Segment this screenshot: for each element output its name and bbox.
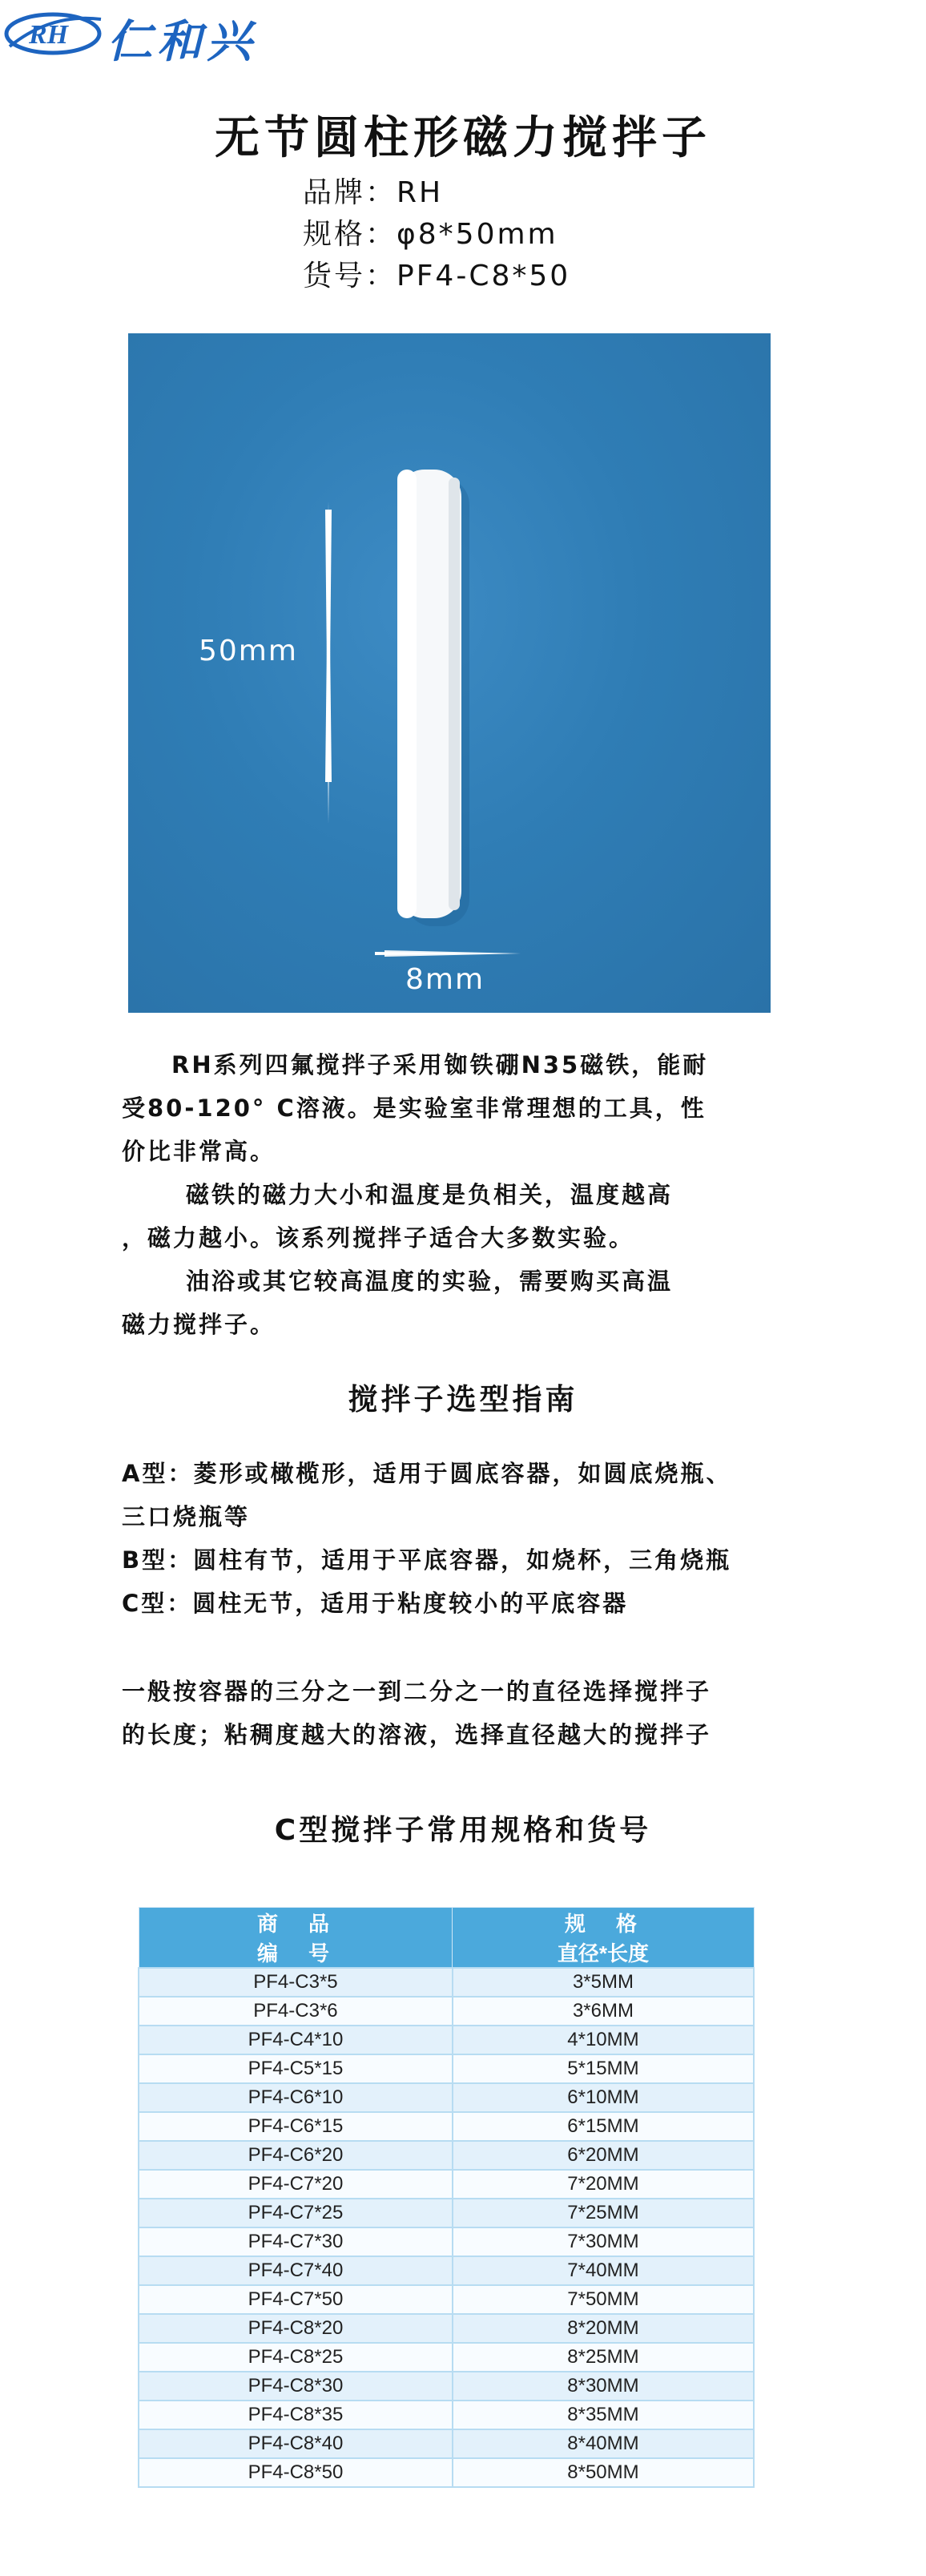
stir-bar-icon — [128, 333, 771, 1013]
table-row — [139, 2285, 754, 2314]
page-title: 无节圆柱形磁力搅拌子 — [215, 112, 711, 164]
guide-tip-line: 一般按容器的三分之一到二分之一的直径选择搅拌子 — [122, 1678, 712, 1705]
table-row — [139, 2458, 754, 2487]
size-cell: 3*5MM — [453, 1968, 754, 1997]
table-row — [139, 2112, 754, 2141]
item-code-cell: PF4-C8*35 — [139, 2401, 453, 2429]
guide-heading: 搅拌子选型指南 — [348, 1382, 578, 1417]
size-cell: 7*40MM — [453, 2256, 754, 2285]
brand-logo — [3, 5, 308, 68]
description-line: 磁力搅拌子。 — [122, 1311, 276, 1338]
logo-text: 仁和兴 — [107, 16, 256, 68]
brand-spec — [303, 170, 443, 211]
size-cell: 5*15MM — [453, 2054, 754, 2083]
size-cell: 7*30MM — [453, 2227, 754, 2256]
item-code-cell: PF4-C8*25 — [139, 2343, 453, 2372]
guide-type-c: C型：圆柱无节，适用于粘度较小的平底容器 — [122, 1590, 629, 1617]
brand-value: RH — [397, 176, 444, 209]
size-cell: 8*40MM — [453, 2429, 754, 2458]
table-row — [139, 2372, 754, 2401]
guide-tip-line: 的长度；粘稠度越大的溶液，选择直径越大的搅拌子 — [122, 1721, 712, 1748]
size-label: 规格： — [303, 218, 397, 251]
description-line: RH系列四氟搅拌子采用铷铁硼N35磁铁，能耐 — [171, 1051, 709, 1078]
product-photo — [128, 333, 771, 1013]
item-code-cell: PF4-C7*50 — [139, 2285, 453, 2314]
table-row — [139, 2314, 754, 2343]
column-header-code-line1: 商 品 — [256, 1912, 334, 1936]
size-cell: 8*20MM — [453, 2314, 754, 2343]
table-header-row — [139, 1908, 754, 1969]
item-code-cell: PF4-C5*15 — [139, 2054, 453, 2083]
size-cell: 8*30MM — [453, 2372, 754, 2401]
brand-label: 品牌： — [303, 176, 397, 209]
column-header-code-line2: 编 号 — [256, 1941, 334, 1965]
item-code-cell: PF4-C7*25 — [139, 2199, 453, 2227]
table-row — [139, 2026, 754, 2054]
item-number-value: PF4-C8*50 — [397, 260, 571, 292]
table-row — [139, 2429, 754, 2458]
guide-type-a: A型：菱形或橄榄形，适用于圆底容器，如圆底烧瓶、 — [122, 1460, 732, 1487]
guide-tip — [122, 1670, 811, 1756]
item-code-cell: PF4-C7*20 — [139, 2170, 453, 2199]
description-line: 受80-120° C溶液。是实验室非常理想的工具，性 — [122, 1094, 707, 1122]
spec-table — [138, 1907, 755, 2488]
item-code-cell: PF4-C7*30 — [139, 2227, 453, 2256]
table-row — [139, 2227, 754, 2256]
size-cell: 7*50MM — [453, 2285, 754, 2314]
table-row — [139, 1968, 754, 1997]
item-code-cell: PF4-C8*30 — [139, 2372, 453, 2401]
table-row — [139, 2199, 754, 2227]
guide-types — [122, 1452, 811, 1625]
table-row — [139, 2141, 754, 2170]
item-code-cell: PF4-C7*40 — [139, 2256, 453, 2285]
item-code-cell: PF4-C3*5 — [139, 1968, 453, 1997]
item-code-cell: PF4-C6*15 — [139, 2112, 453, 2141]
size-cell: 7*25MM — [453, 2199, 754, 2227]
description-line: 价比非常高。 — [122, 1138, 276, 1165]
width-dimension-label: 8mm — [405, 963, 485, 996]
size-cell: 8*35MM — [453, 2401, 754, 2429]
table-heading: C型搅拌子常用规格和货号 — [274, 1814, 652, 1847]
size-cell: 7*20MM — [453, 2170, 754, 2199]
column-header-size-line1: 规 格 — [564, 1912, 642, 1936]
description-paragraph-2 — [122, 1173, 811, 1260]
size-cell: 3*6MM — [453, 1997, 754, 2026]
column-header-size-line2: 直径*长度 — [557, 1941, 650, 1965]
item-code-cell: PF4-C4*10 — [139, 2026, 453, 2054]
item-code-cell: PF4-C8*50 — [139, 2458, 453, 2487]
logo-badge-text: RH — [29, 20, 69, 50]
item-code-cell: PF4-C6*10 — [139, 2083, 453, 2112]
item-code-cell: PF4-C6*20 — [139, 2141, 453, 2170]
item-number-label: 货号： — [303, 260, 397, 292]
guide-type-b: B型：圆柱有节，适用于平底容器，如烧杯，三角烧瓶 — [122, 1546, 732, 1574]
size-cell: 6*20MM — [453, 2141, 754, 2170]
description-line: 磁铁的磁力大小和温度是负相关，温度越高 — [186, 1181, 674, 1208]
table-row — [139, 2343, 754, 2372]
table-row — [139, 2083, 754, 2112]
description-line: 油浴或其它较高温度的实验，需要购买高温 — [186, 1268, 674, 1295]
size-cell: 6*15MM — [453, 2112, 754, 2141]
table-row — [139, 1997, 754, 2026]
length-dimension-label: 50mm — [199, 635, 298, 667]
description-paragraph-3 — [122, 1260, 811, 1346]
item-code-cell: PF4-C8*40 — [139, 2429, 453, 2458]
table-row — [139, 2256, 754, 2285]
size-spec — [303, 212, 558, 252]
size-cell: 4*10MM — [453, 2026, 754, 2054]
description-paragraph-1 — [122, 1043, 811, 1173]
table-row — [139, 2401, 754, 2429]
size-cell: 8*50MM — [453, 2458, 754, 2487]
table-row — [139, 2170, 754, 2199]
column-header-code — [139, 1908, 453, 1969]
table-row — [139, 2054, 754, 2083]
column-header-size — [453, 1908, 754, 1969]
description-line: ，磁力越小。该系列搅拌子适合大多数实验。 — [122, 1224, 635, 1252]
item-code-cell: PF4-C3*6 — [139, 1997, 453, 2026]
size-value: φ8*50mm — [397, 218, 558, 251]
size-cell: 8*25MM — [453, 2343, 754, 2372]
guide-type-a-cont: 三口烧瓶等 — [122, 1503, 251, 1530]
item-number-spec — [303, 253, 570, 294]
size-cell: 6*10MM — [453, 2083, 754, 2112]
item-code-cell: PF4-C8*20 — [139, 2314, 453, 2343]
